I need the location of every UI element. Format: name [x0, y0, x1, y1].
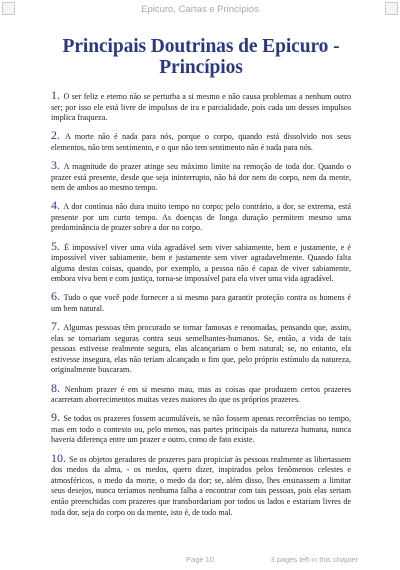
paragraph-number: 1. — [51, 88, 60, 102]
reader-page — [51, 36, 351, 525]
paragraph-number: 4. — [51, 198, 60, 213]
paragraph-text: Se todos os prazeres fossem acumuláveis, se não fossem apenas recorrências no tempo, mas em todo o contexto ou, pelo menos, nas partes principais da natureza humana, nunca haveria diferença entre um prazer e outro, como de fato existe. — [51, 414, 351, 445]
paragraph-number: 10. — [51, 450, 66, 465]
paragraph-5 — [51, 238, 351, 285]
paragraph-text: Nenhum prazer é em si mesmo mau, mas as coisas que produzem certos prazeres acarretam aborrecimentos muitas vezes maiores do que os próprios prazeres. — [51, 384, 352, 405]
reader-footer — [0, 555, 400, 567]
paragraph-text: O ser feliz e eterno não se perturba a si mesmo e não causa problemas a nenhum outro ser; por isso ele está livre de impulsos de ira e parcialidade, pois cada um desses impulsos implica fraqueza. — [51, 92, 352, 123]
paragraph-text: A morte não é nada para nós, porque o corpo, quando está dissolvido nos seus elementos, não tem sentimento, e o que não tem sentimento não é nada para nós. — [51, 132, 351, 152]
page-number: Page 10 — [186, 555, 214, 564]
paragraph-number: 6. — [51, 289, 60, 304]
paragraph-text: A magnitude do prazer atinge seu máximo limite na remoção de toda dor. Quando o prazer está presente, desde que seja ininterrupto, não há dor nem do corpo, nem da mente, nem de ambos ao mesmo tempo. — [51, 161, 351, 193]
paragraph-number: 9. — [51, 410, 60, 425]
paragraph-number: 3. — [51, 157, 60, 172]
pages-left-in-chapter: 3 pages left in this chapter — [270, 555, 358, 564]
right-corner-control[interactable] — [385, 2, 398, 15]
paragraph-text: Se os objetos geradores de prazeres para propiciar às pessoas realmente as libertassem dos medos da alma, - os medos, quero dizer, inspirados pelos fenômenos celestes e atmosféricos, o medo da morte, o medo da dor; se, além disso, lhes ensinassem a limitar seus desejos, nunca teríamos nenhuma falha a encontrar com tais pessoas, pois elas seriam então preenchidas com prazeres que transbordariam por todos os lados e estariam livres de toda dor, seja do corpo ou da mente, isto é, de todo mal. — [51, 454, 352, 517]
paragraph-number: 7. — [51, 319, 60, 334]
paragraph-number: 2. — [51, 128, 60, 143]
window-titlebar — [0, 0, 400, 18]
paragraph-9 — [51, 412, 351, 446]
paragraph-number: 8. — [51, 380, 60, 395]
left-corner-control[interactable] — [2, 2, 15, 15]
paragraph-text: Algumas pessoas têm procurado se tornar famosas e renomadas, pensando que, assim, elas se tornariam seguras contra seus semelhantes-humanos. Se, então, a vida de tais pessoas estivesse realmente segura, elas alcançariam o bem natural; se, no entanto, ela estivesse insegura, elas não teriam alcançado o fim que, pelo próprio estímulo da natureza, originalmente buscaram. — [51, 323, 351, 375]
paragraph-10 — [51, 450, 352, 519]
paragraph-1 — [51, 90, 351, 124]
paragraph-3 — [51, 157, 351, 194]
paragraph-4 — [51, 200, 351, 234]
paragraph-number: 5. — [51, 238, 60, 253]
paragraph-8 — [51, 380, 352, 406]
paragraph-text: É impossível viver uma vida agradável sem viver sabiamente, bem e justamente, e é impossível viver sabiamente, bem e justamente sem viver agradavelmente. Quando falta alguma destas coisas, quando, por exemplo, a pessoa não é capaz de viver sabiamente, embora viva bem e com justiça, torna-se impossível para ela viver uma vida agradável. — [51, 242, 351, 284]
paragraph-2 — [51, 130, 351, 153]
chapter-title: Principais Doutrinas de Epicuro - Princípios — [62, 36, 340, 78]
window-title: Epicuro, Cartas e Princípios — [141, 3, 259, 15]
paragraph-text: Tudo o que você pode fornecer a si mesmo para garantir proteção contra os homens é um bem natural. — [51, 293, 352, 313]
paragraph-text: A dor contínua não dura muito tempo no corpo; pelo contrário, a dor, se extrema, está presente por um curto tempo. As doenças de longa duração permitem mesmo uma predominância de prazer sobre a dor no corpo. — [51, 202, 351, 233]
paragraph-6 — [51, 291, 351, 314]
paragraph-7 — [51, 321, 351, 376]
